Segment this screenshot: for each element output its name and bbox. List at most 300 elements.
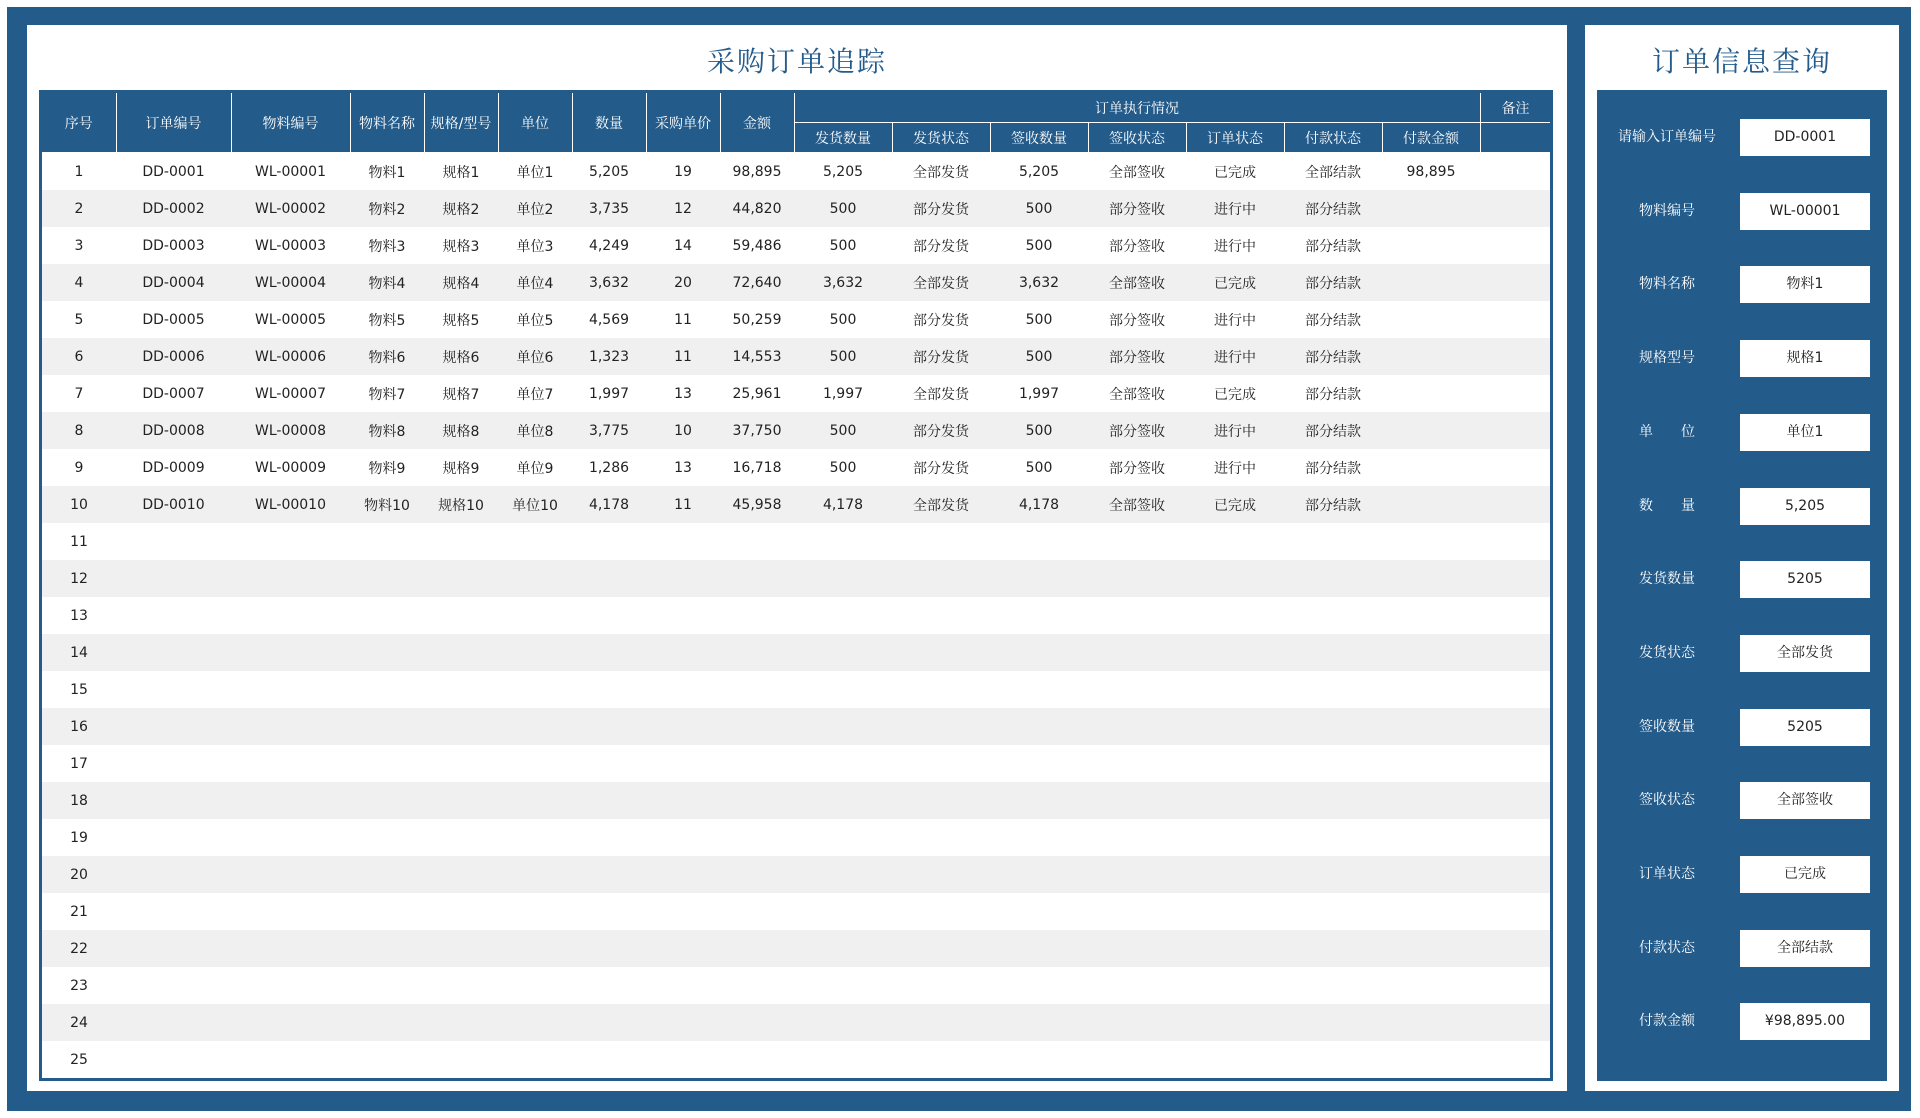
cell-price: 11 [674,311,692,328]
cell-qty: 5,205 [588,163,630,180]
cell-spec: 规格7 [442,386,480,403]
cell-qty: 3,735 [572,190,646,227]
cell-order-status: 进行中 [1186,412,1284,449]
cell-price [646,560,720,597]
cell-recv-status: 全部签收 [1088,486,1186,523]
cell-order-status: 进行中 [1214,460,1256,477]
cell-ship-status [892,856,990,893]
cell-order-status [1186,745,1284,782]
cell-material-name: 物料9 [368,460,406,477]
table-row[interactable] [42,560,1551,597]
table-row[interactable] [42,523,1551,560]
col-header-pay-status: 付款状态 [1284,123,1382,153]
unit-field[interactable]: 单位1 [1740,414,1870,451]
cell-pay-status [1284,597,1382,634]
cell-material-no: WL-00001 [255,163,326,180]
table-row[interactable] [42,1041,1551,1078]
cell-ship-status [892,523,990,560]
cell-material-name [350,1004,424,1041]
cell-price: 19 [674,163,692,180]
cell-qty [572,597,646,634]
col-header-price: 采购单价 [646,93,720,153]
col-header-ship-qty: 发货数量 [794,123,892,153]
cell-price: 11 [646,486,720,523]
cell-price [646,967,720,1004]
cell-order-status [1186,819,1284,856]
cell-amount [720,930,794,967]
cell-material-name [350,967,424,1004]
cell-ship-status [892,1004,990,1041]
cell-qty [572,1004,646,1041]
cell-recv-qty [990,782,1088,819]
orders-table [42,93,1552,1078]
table-row[interactable] [42,1004,1551,1041]
cell-remark [1480,856,1551,893]
cell-ship-status [892,671,990,708]
cell-ship-status: 部分发货 [892,412,990,449]
cell-material-name: 物料3 [368,238,406,255]
query-field-row [1597,930,1887,967]
cell-order-status: 进行中 [1186,338,1284,375]
cell-recv-status [1088,671,1186,708]
cell-spec: 规格10 [424,486,498,523]
cell-order-status: 已完成 [1186,264,1284,301]
table-row[interactable] [42,708,1551,745]
cell-amount: 72,640 [720,264,794,301]
cell-pay-status [1284,560,1382,597]
cell-pay-amount [1382,449,1480,486]
cell-amount [720,782,794,819]
cell-no: 6 [42,338,116,375]
cell-unit [498,597,572,634]
cell-material-name: 物料4 [350,264,424,301]
query-field-label: 规格型号 [1639,350,1695,367]
cell-qty [572,782,646,819]
cell-spec: 规格4 [424,264,498,301]
recv-status-field[interactable]: 全部签收 [1740,782,1870,819]
cell-ship-qty [794,708,892,745]
query-field-label: 数 量 [1639,497,1695,514]
cell-pay-amount [1382,745,1480,782]
cell-recv-qty: 1,997 [1018,385,1060,402]
cell-unit [498,523,572,560]
query-title: 订单信息查询 [1651,45,1832,78]
cell-material-no [231,856,350,893]
cell-material-name [350,856,424,893]
cell-spec: 规格8 [424,412,498,449]
spec-field[interactable]: 规格1 [1740,340,1870,377]
table-row[interactable] [42,486,1551,523]
cell-price [646,893,720,930]
cell-material-name [350,1041,424,1078]
cell-price [646,634,720,671]
cell-recv-qty: 4,178 [990,486,1088,523]
cell-remark [1480,893,1551,930]
cell-amount [720,671,794,708]
cell-material-no [231,634,350,671]
cell-ship-qty [794,819,892,856]
cell-remark [1480,597,1551,634]
table-row[interactable] [42,301,1551,338]
cell-unit: 单位5 [516,312,554,329]
cell-order-no [116,1004,231,1041]
cell-pay-status [1284,634,1382,671]
cell-order-status [1186,671,1284,708]
cell-material-no [231,819,350,856]
recv-qty-field[interactable]: 5205 [1740,709,1870,746]
cell-pay-amount [1382,375,1480,412]
cell-amount [720,634,794,671]
cell-ship-qty: 500 [829,311,857,328]
cell-price: 13 [674,459,692,476]
cell-recv-qty [990,597,1088,634]
cell-unit [498,856,572,893]
cell-remark [1480,301,1551,338]
cell-pay-status: 部分结款 [1305,312,1361,329]
table-row[interactable] [42,597,1551,634]
cell-material-no: WL-00006 [231,338,350,375]
cell-ship-status [892,597,990,634]
page-title: 采购订单追踪 [706,45,887,78]
table-row[interactable] [42,967,1551,1004]
cell-no: 4 [42,264,116,301]
cell-no: 8 [42,412,116,449]
cell-ship-status [892,967,990,1004]
ship-qty-field[interactable]: 5205 [1740,561,1870,598]
col-header-ship-status: 发货状态 [892,123,990,153]
query-field-label: 发货状态 [1639,644,1695,661]
cell-remark [1480,523,1551,560]
cell-material-name [350,634,424,671]
cell-material-name: 物料5 [368,312,406,329]
cell-order-no [116,597,231,634]
orders-table-container[interactable] [39,90,1553,1081]
col-header-pay-amount: 付款金额 [1382,123,1480,153]
cell-ship-status [892,930,990,967]
cell-order-status: 进行中 [1186,190,1284,227]
cell-qty [572,930,646,967]
col-header-material-no: 物料编号 [231,93,350,153]
query-field-label: 物料名称 [1639,276,1695,293]
cell-ship-status [892,819,990,856]
material-no-field[interactable]: WL-00001 [1740,193,1870,230]
cell-order-status [1186,930,1284,967]
cell-ship-status: 全部发货 [913,164,969,181]
cell-unit: 单位4 [498,264,572,301]
cell-material-name [350,930,424,967]
cell-recv-status [1088,560,1186,597]
cell-ship-qty [794,1041,892,1078]
cell-remark [1480,560,1551,597]
cell-order-status: 已完成 [1214,386,1256,403]
cell-unit [498,1004,572,1041]
cell-material-name: 物料1 [368,164,406,181]
cell-order-status [1186,708,1284,745]
cell-remark [1480,190,1551,227]
cell-unit [498,671,572,708]
cell-ship-status: 全部发货 [913,386,969,403]
cell-pay-amount [1382,893,1480,930]
cell-order-no: DD-0008 [116,412,231,449]
cell-pay-amount [1382,856,1480,893]
cell-ship-qty [794,634,892,671]
table-row[interactable] [42,745,1551,782]
cell-material-no [231,671,350,708]
cell-ship-qty: 4,178 [794,486,892,523]
cell-amount [720,967,794,1004]
cell-spec [424,930,498,967]
cell-price [646,782,720,819]
cell-order-no: DD-0005 [142,311,205,328]
table-row[interactable] [42,930,1551,967]
cell-unit [498,560,572,597]
table-row[interactable] [42,412,1551,449]
cell-no: 14 [42,634,116,671]
query-field-row [1597,782,1887,819]
table-row[interactable] [42,634,1551,671]
cell-order-no: DD-0009 [142,459,205,476]
cell-pay-amount [1382,930,1480,967]
cell-ship-qty [794,523,892,560]
cell-material-no: WL-00005 [255,311,326,328]
group-header-execution: 订单执行情况 [794,93,1480,123]
cell-order-status [1186,597,1284,634]
cell-pay-status [1284,819,1382,856]
query-field-label: 签收数量 [1639,718,1695,735]
query-field-row [1597,709,1887,746]
table-row[interactable] [42,338,1551,375]
cell-material-name [350,745,424,782]
cell-pay-status: 部分结款 [1305,386,1361,403]
dashboard-frame [7,7,1911,1111]
cell-recv-status [1088,523,1186,560]
table-row[interactable] [42,375,1551,412]
material-name-field[interactable]: 物料1 [1740,266,1870,303]
query-field-row [1597,488,1887,525]
cell-no: 22 [42,930,116,967]
cell-order-status [1186,1004,1284,1041]
cell-material-name: 物料7 [368,386,406,403]
cell-spec: 规格2 [424,190,498,227]
cell-price: 10 [646,412,720,449]
cell-recv-qty [990,856,1088,893]
pay-amount-field[interactable]: ¥98,895.00 [1740,1003,1870,1040]
query-field-label: 物料编号 [1639,202,1695,219]
table-row[interactable] [42,190,1551,227]
cell-recv-qty: 500 [1025,311,1053,328]
col-header-amount: 金额 [720,93,794,153]
cell-recv-status: 全部签收 [1109,386,1165,403]
order-no-input[interactable]: DD-0001 [1740,119,1870,156]
cell-recv-status [1088,634,1186,671]
cell-recv-status: 部分签收 [1109,238,1165,255]
col-header-spec: 规格/型号 [424,93,498,153]
cell-unit [498,708,572,745]
cell-ship-status: 部分发货 [913,238,969,255]
table-row[interactable] [42,449,1551,486]
cell-material-no [231,967,350,1004]
table-row[interactable] [42,264,1551,301]
query-field-label: 签收状态 [1639,792,1695,809]
cell-pay-amount [1382,967,1480,1004]
cell-ship-status [892,634,990,671]
cell-spec [424,671,498,708]
table-row[interactable] [42,893,1551,930]
cell-remark [1480,375,1551,412]
cell-unit: 单位7 [516,386,554,403]
cell-pay-amount [1382,190,1480,227]
query-field-label: 付款金额 [1639,1013,1695,1030]
cell-spec: 规格1 [442,164,480,181]
cell-order-no [116,560,231,597]
cell-qty: 1,286 [588,459,630,476]
cell-order-no [116,856,231,893]
cell-no: 23 [70,977,88,994]
orders-table-body [42,153,1551,1079]
cell-price [646,597,720,634]
cell-spec: 规格3 [442,238,480,255]
cell-recv-qty [990,560,1088,597]
cell-price: 14 [674,237,692,254]
cell-recv-qty [990,967,1088,1004]
cell-no: 2 [42,190,116,227]
cell-material-no: WL-00002 [231,190,350,227]
cell-unit [498,930,572,967]
cell-unit: 单位1 [516,164,554,181]
cell-remark [1480,153,1551,191]
cell-amount [720,560,794,597]
cell-unit: 单位2 [498,190,572,227]
table-row[interactable] [42,153,1551,191]
cell-pay-status: 部分结款 [1305,238,1361,255]
qty-field[interactable]: 5,205 [1740,488,1870,525]
cell-amount: 50,259 [732,311,782,328]
cell-material-name [350,782,424,819]
cell-pay-amount [1382,523,1480,560]
cell-spec [424,560,498,597]
cell-amount [720,745,794,782]
cell-amount: 98,895 [732,163,782,180]
cell-order-status: 已完成 [1214,164,1256,181]
cell-price: 20 [646,264,720,301]
cell-unit [498,782,572,819]
cell-unit [498,893,572,930]
query-field-label: 发货数量 [1639,571,1695,588]
cell-qty: 4,569 [588,311,630,328]
cell-material-name: 物料6 [350,338,424,375]
cell-pay-amount [1382,597,1480,634]
cell-pay-status [1284,1041,1382,1078]
table-row[interactable] [42,819,1551,856]
cell-no: 5 [74,311,84,328]
cell-order-status: 进行中 [1214,238,1256,255]
cell-ship-qty [794,893,892,930]
cell-qty: 3,775 [572,412,646,449]
query-field-label: 单 位 [1639,423,1695,440]
table-row[interactable] [42,782,1551,819]
cell-pay-amount [1382,264,1480,301]
cell-order-no [116,967,231,1004]
cell-no: 15 [70,681,88,698]
cell-remark [1480,819,1551,856]
order-status-field[interactable]: 已完成 [1740,856,1870,893]
cell-remark [1480,634,1551,671]
cell-recv-status [1088,856,1186,893]
cell-recv-qty [990,893,1088,930]
cell-qty: 4,249 [588,237,630,254]
cell-recv-qty: 500 [990,412,1088,449]
cell-ship-status [892,782,990,819]
cell-remark [1480,782,1551,819]
cell-qty [572,745,646,782]
cell-price [646,745,720,782]
cell-ship-status [892,560,990,597]
cell-amount: 44,820 [720,190,794,227]
cell-pay-status [1284,708,1382,745]
cell-material-name [350,708,424,745]
cell-amount: 37,750 [720,412,794,449]
query-field-row [1597,266,1887,303]
cell-ship-qty: 1,997 [822,385,864,402]
cell-recv-status [1088,819,1186,856]
cell-amount [720,819,794,856]
cell-remark [1480,1041,1551,1078]
cell-order-status [1186,1041,1284,1078]
cell-unit [498,745,572,782]
table-row[interactable] [42,671,1551,708]
cell-remark [1480,745,1551,782]
cell-order-no [116,930,231,967]
cell-price [646,819,720,856]
ship-status-field[interactable]: 全部发货 [1740,635,1870,672]
cell-ship-status [892,745,990,782]
cell-amount: 14,553 [720,338,794,375]
cell-no: 1 [74,163,84,180]
col-header-order-status: 订单状态 [1186,123,1284,153]
cell-recv-status [1088,1041,1186,1078]
table-row[interactable] [42,856,1551,893]
query-field-label: 付款状态 [1639,939,1695,956]
cell-pay-status [1284,893,1382,930]
cell-pay-amount [1382,708,1480,745]
query-field-row [1597,340,1887,377]
cell-pay-status [1284,856,1382,893]
cell-recv-status: 全部签收 [1109,164,1165,181]
cell-price [646,1041,720,1078]
cell-price: 11 [646,338,720,375]
cell-order-status [1186,967,1284,1004]
cell-amount [720,523,794,560]
query-form [1597,90,1887,1081]
cell-no: 17 [70,755,88,772]
cell-order-no: DD-0004 [116,264,231,301]
cell-material-no [231,1041,350,1078]
cell-ship-qty [794,745,892,782]
query-field-row [1597,119,1887,156]
table-row[interactable] [42,227,1551,264]
cell-qty [572,819,646,856]
col-header-material-name: 物料名称 [350,93,424,153]
order-tracking-panel [27,25,1567,1091]
cell-pay-status: 部分结款 [1284,190,1382,227]
cell-unit [498,819,572,856]
col-header-recv-status: 签收状态 [1088,123,1186,153]
cell-material-name: 物料2 [350,190,424,227]
pay-status-field[interactable]: 全部结款 [1740,930,1870,967]
col-header-remark: 备注 [1480,93,1551,123]
cell-recv-status [1088,893,1186,930]
cell-material-no [231,893,350,930]
